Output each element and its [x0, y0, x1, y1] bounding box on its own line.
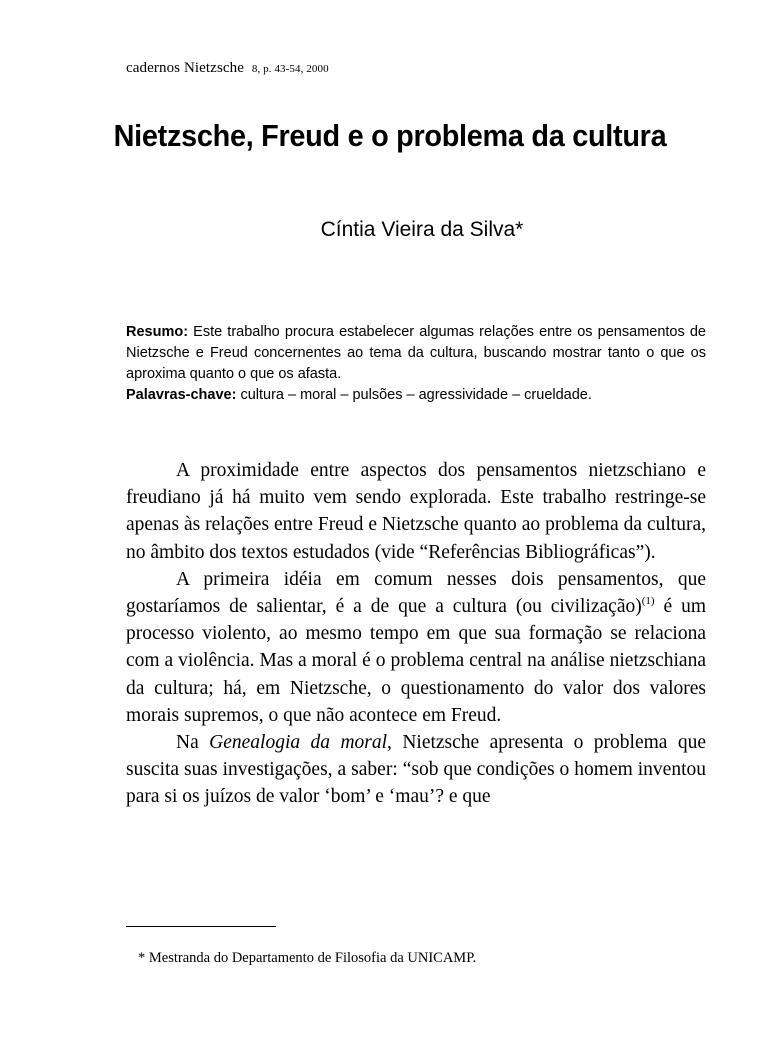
paragraph-3-part-a: Na [176, 732, 210, 754]
paragraph-2 [126, 566, 706, 729]
issue-pages-year: 8, p. 43-54, 2000 [251, 63, 329, 75]
running-header [126, 60, 329, 77]
abstract-block [126, 322, 706, 406]
article-author: Cíntia Vieira da Silva* [320, 218, 524, 241]
footnote: * Mestranda do Departamento de Filosofia da UNICAMP. [138, 950, 477, 966]
article-title: Nietzsche, Freud e o problema da cultura [113, 118, 667, 153]
footnote-divider [126, 926, 276, 927]
abstract-summary [126, 322, 706, 385]
keywords-label: Palavras-chave: [126, 387, 237, 403]
paragraph-3-part-b: , Nietzsche apresenta o problema que suscita suas investigações, a saber: “sob que condições o homem inventou para si os juízos de valor ‘bom’ e ‘mau’? e que [126, 732, 706, 808]
abstract-keywords [126, 385, 706, 406]
resumo-text: Este trabalho procura estabelecer algumas relações entre os pensamentos de Nietzsche e Freud concernentes ao tema da cultura, buscando mostrar tanto o que os aproxima quanto o que os afasta. [126, 324, 706, 382]
paragraph-3 [126, 729, 706, 811]
resumo-label: Resumo: [126, 324, 189, 340]
paragraph-2-part-b: é um processo violento, ao mesmo tempo em que sua formação se relaciona com a violência. Mas a moral é o problema central na análise nietzschiana da cultura; há, em Nietzsche, o questionamento do valor dos valores morais supremos, o que não acontece em Freud. [126, 596, 706, 726]
paragraph-2-part-a: A primeira idéia em comum nesses dois pensamentos, que gostaríamos de salientar, é a de que a cultura (ou civilização) [126, 568, 706, 618]
paragraph-1: A proximidade entre aspectos dos pensamentos nietzschiano e freudiano já há muito vem sendo explorada. Este trabalho restringe-se apenas às relações entre Freud e Nietzsche quanto ao problema da cultura, no âmbito dos textos estudados (vide “Referências Bibliográficas”). [126, 460, 706, 563]
book-title-italic: Genealogia da moral [209, 732, 388, 754]
body-text [126, 457, 706, 811]
journal-name: cadernos Nietzsche [126, 60, 244, 76]
keywords-text: cultura – moral – pulsões – agressividade – crueldade. [236, 387, 592, 403]
footnote-reference: (1) [641, 595, 655, 608]
